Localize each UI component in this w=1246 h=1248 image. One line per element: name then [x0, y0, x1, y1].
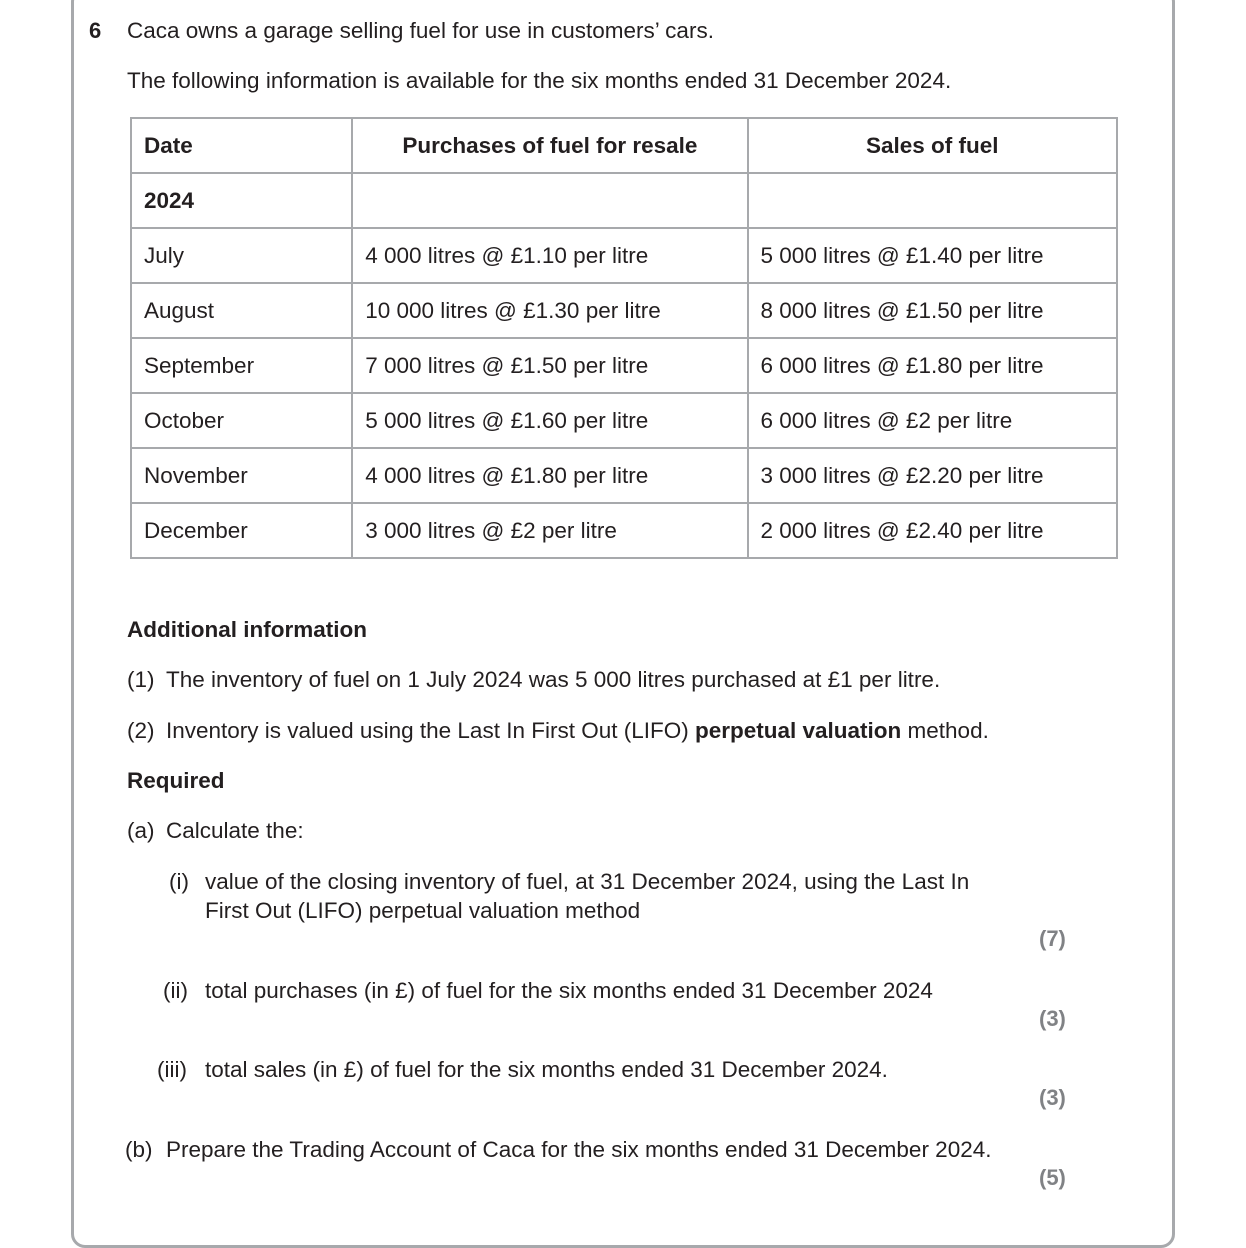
additional-item-2-label: (2)	[127, 718, 155, 743]
table-header-row	[131, 118, 1117, 173]
purchases-cell: 3 000 litres @ £2 per litre	[352, 503, 747, 558]
table-row	[131, 228, 1117, 283]
item2-text-bold: perpetual valuation	[694, 718, 902, 743]
required-heading: Required	[127, 768, 225, 793]
header-date: Date	[131, 118, 352, 173]
purchases-cell: 4 000 litres @ £1.10 per litre	[352, 228, 747, 283]
part-a-i-line-2: First Out (LIFO) perpetual valuation method	[205, 898, 641, 923]
purchases-cell: 5 000 litres @ £1.60 per litre	[352, 393, 747, 448]
part-a-i-marks: (7)	[1039, 926, 1066, 951]
sales-cell: 5 000 litres @ £1.40 per litre	[748, 228, 1117, 283]
part-a-ii-marks: (3)	[1039, 1006, 1066, 1031]
additional-item-1-text: The inventory of fuel on 1 July 2024 was 5 000 litres purchased at £1 per litre.	[166, 667, 941, 692]
table-row	[131, 393, 1117, 448]
table-row	[131, 338, 1117, 393]
purchases-cell: 7 000 litres @ £1.50 per litre	[352, 338, 747, 393]
table-row	[131, 503, 1117, 558]
part-a-iii-marks: (3)	[1039, 1085, 1066, 1110]
year-cell: 2024	[131, 173, 352, 228]
additional-item-1-label: (1)	[127, 667, 155, 692]
month-cell: July	[131, 228, 352, 283]
part-a-text: Calculate the:	[166, 818, 304, 843]
question-info: The following information is available for the six months ended 31 December 2024.	[127, 68, 952, 93]
month-cell: November	[131, 448, 352, 503]
sales-cell: 3 000 litres @ £2.20 per litre	[748, 448, 1117, 503]
purchases-cell: 10 000 litres @ £1.30 per litre	[352, 283, 747, 338]
part-a-ii-label: (ii)	[163, 978, 188, 1003]
additional-heading: Additional information	[127, 617, 367, 642]
item2-text-start: Inventory is valued using the Last In First Out (LIFO)	[166, 718, 695, 743]
item2-text-end: method.	[901, 718, 989, 743]
question-intro: Caca owns a garage selling fuel for use in customers’ cars.	[127, 18, 714, 43]
part-b-label: (b)	[125, 1137, 153, 1162]
month-cell: August	[131, 283, 352, 338]
month-cell: December	[131, 503, 352, 558]
part-a-label: (a)	[127, 818, 155, 843]
empty-cell	[748, 173, 1117, 228]
table-row-year	[131, 173, 1117, 228]
header-purchases: Purchases of fuel for resale	[352, 118, 747, 173]
sales-cell: 6 000 litres @ £2 per litre	[748, 393, 1117, 448]
part-a-iii-label: (iii)	[157, 1057, 187, 1082]
additional-item-2-text	[166, 716, 989, 745]
fuel-table	[130, 117, 1118, 559]
part-a-iii-text: total sales (in £) of fuel for the six months ended 31 December 2024.	[205, 1057, 888, 1082]
part-a-i-label: (i)	[169, 869, 189, 894]
part-b-text: Prepare the Trading Account of Caca for the six months ended 31 December 2024.	[166, 1137, 992, 1162]
empty-cell	[352, 173, 747, 228]
sales-cell: 2 000 litres @ £2.40 per litre	[748, 503, 1117, 558]
header-sales: Sales of fuel	[748, 118, 1117, 173]
question-number: 6	[89, 18, 102, 43]
table-row	[131, 283, 1117, 338]
sales-cell: 8 000 litres @ £1.50 per litre	[748, 283, 1117, 338]
part-b-marks: (5)	[1039, 1165, 1066, 1190]
table-row	[131, 448, 1117, 503]
part-a-ii-text: total purchases (in £) of fuel for the six months ended 31 December 2024	[205, 978, 933, 1003]
sales-cell: 6 000 litres @ £1.80 per litre	[748, 338, 1117, 393]
part-a-i-line-1: value of the closing inventory of fuel, at 31 December 2024, using the Last In	[205, 869, 970, 894]
purchases-cell: 4 000 litres @ £1.80 per litre	[352, 448, 747, 503]
month-cell: September	[131, 338, 352, 393]
month-cell: October	[131, 393, 352, 448]
